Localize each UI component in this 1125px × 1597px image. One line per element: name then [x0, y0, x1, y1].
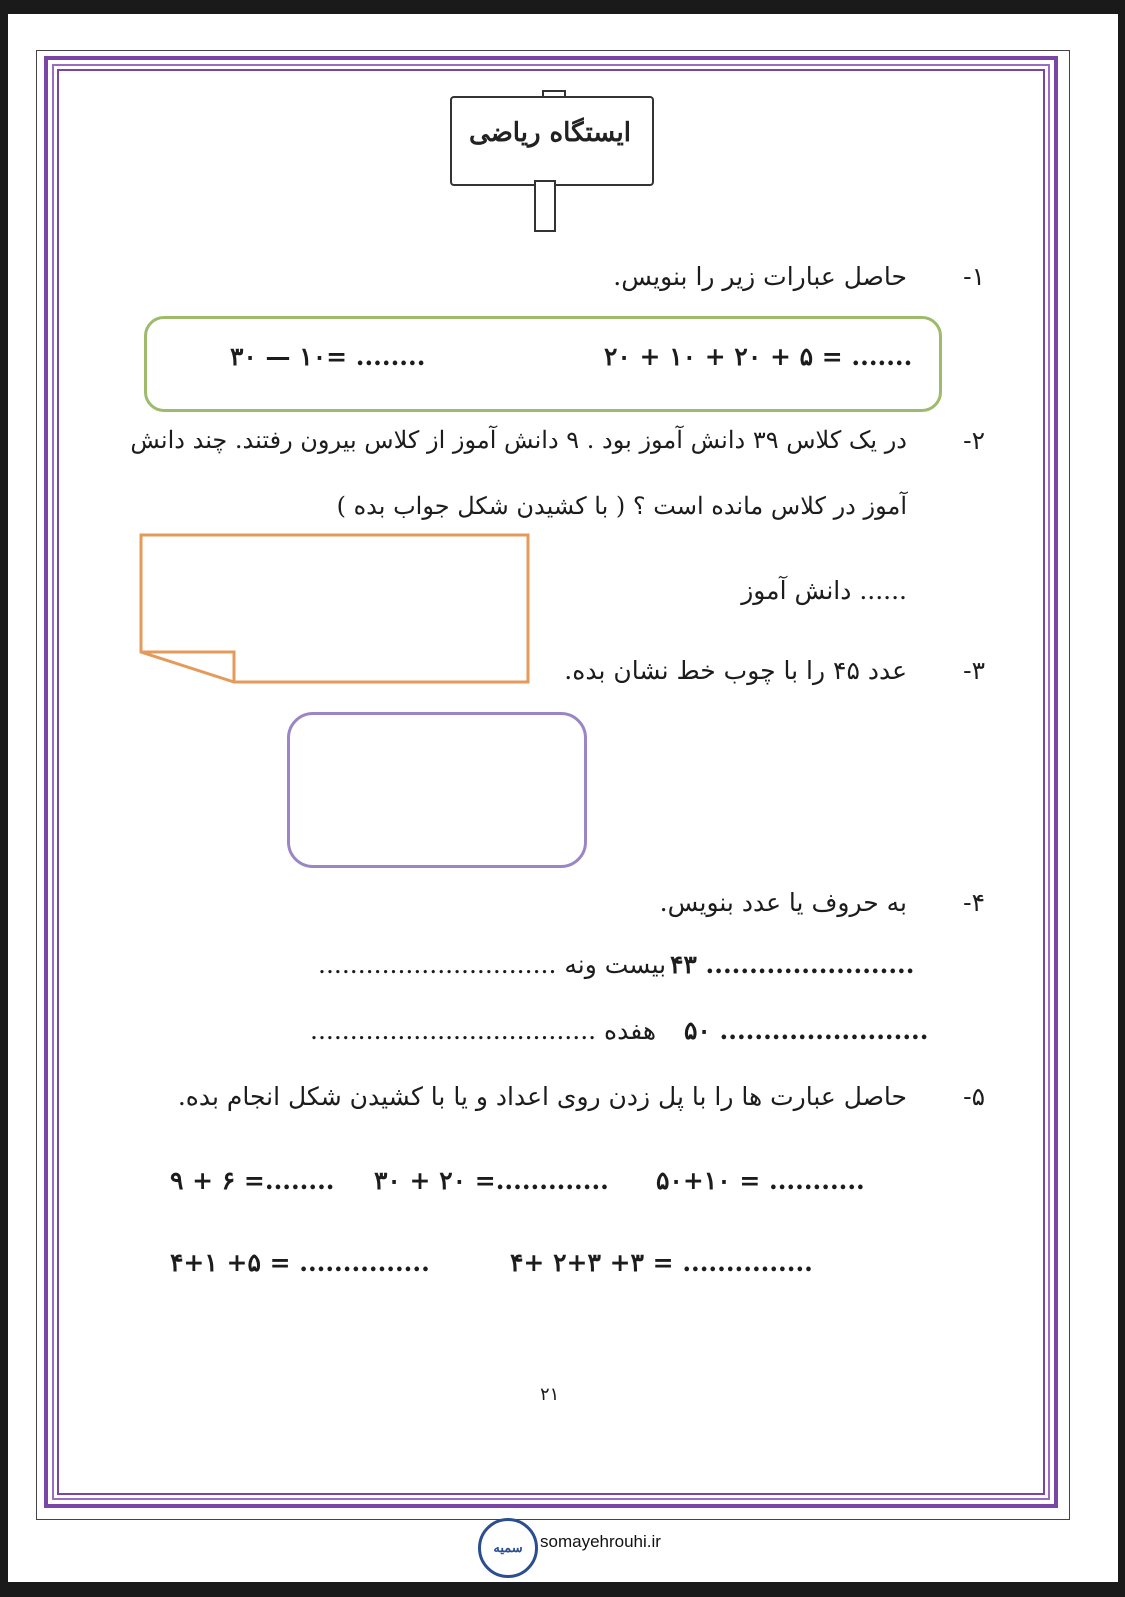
logo-text: سمیه	[493, 1540, 523, 1556]
sign-post	[534, 180, 556, 232]
q2-number: -۲	[963, 426, 985, 455]
q3-prompt: عدد ۴۵ را با چوب خط نشان بده.	[564, 656, 907, 685]
q2-line2: آموز در کلاس مانده است ؟ ( با کشیدن شکل جواب بده )	[336, 492, 907, 520]
q4-row1-left: بیست ونه ..............................	[318, 950, 667, 979]
q2-answer-line: ...... دانش آموز	[741, 576, 907, 605]
q5-prompt: حاصل عبارت ها را با پل زدن روی اعداد و یا با کشیدن شکل انجام بده.	[177, 1082, 907, 1111]
q3-number: -۳	[963, 656, 985, 685]
page-number: ۲۱	[540, 1384, 560, 1405]
q4-prompt: به حروف یا عدد بنویس.	[659, 888, 907, 917]
q1-expression-right: ۲۰ + ۱۰ + ۲۰ + ۵ = .......	[604, 342, 913, 371]
website-link[interactable]: somayehrouhi.ir	[540, 1532, 661, 1551]
q5-expression-1: ۵۰+۱۰ = ...........	[656, 1166, 865, 1195]
q5-expression-5: ۴+۱ +۵ = ...............	[170, 1248, 430, 1277]
q5-expression-2: ۳۰ + ۲۰ =.............	[374, 1166, 609, 1195]
q4-row1-right: ۴۳ ........................	[670, 950, 915, 979]
q4-number: -۴	[963, 888, 985, 917]
q4-row2-left: هفده ....................................	[310, 1016, 657, 1045]
q1-number: -۱	[963, 262, 985, 291]
q3-tally-box	[287, 712, 587, 868]
q1-prompt: حاصل عبارات زیر را بنویس.	[613, 262, 907, 291]
worksheet-title: ایستگاه ریاضی	[469, 118, 631, 148]
q4-row2-right: ۵۰ ........................	[684, 1016, 929, 1045]
q2-drawing-box	[138, 532, 534, 688]
q2-line1: در یک کلاس ۳۹ دانش آموز بود . ۹ دانش آموز از کلاس بیرون رفتند. چند دانش	[130, 426, 907, 454]
q1-expression-left: ۳۰ — ۱۰= ........	[230, 342, 426, 371]
q5-expression-4: ۴+ ۲+۳ +۳ = ...............	[510, 1248, 813, 1277]
q5-number: -۵	[963, 1082, 985, 1111]
q5-expression-3: ۹ + ۶ =........	[170, 1166, 335, 1195]
site-logo	[478, 1518, 538, 1578]
